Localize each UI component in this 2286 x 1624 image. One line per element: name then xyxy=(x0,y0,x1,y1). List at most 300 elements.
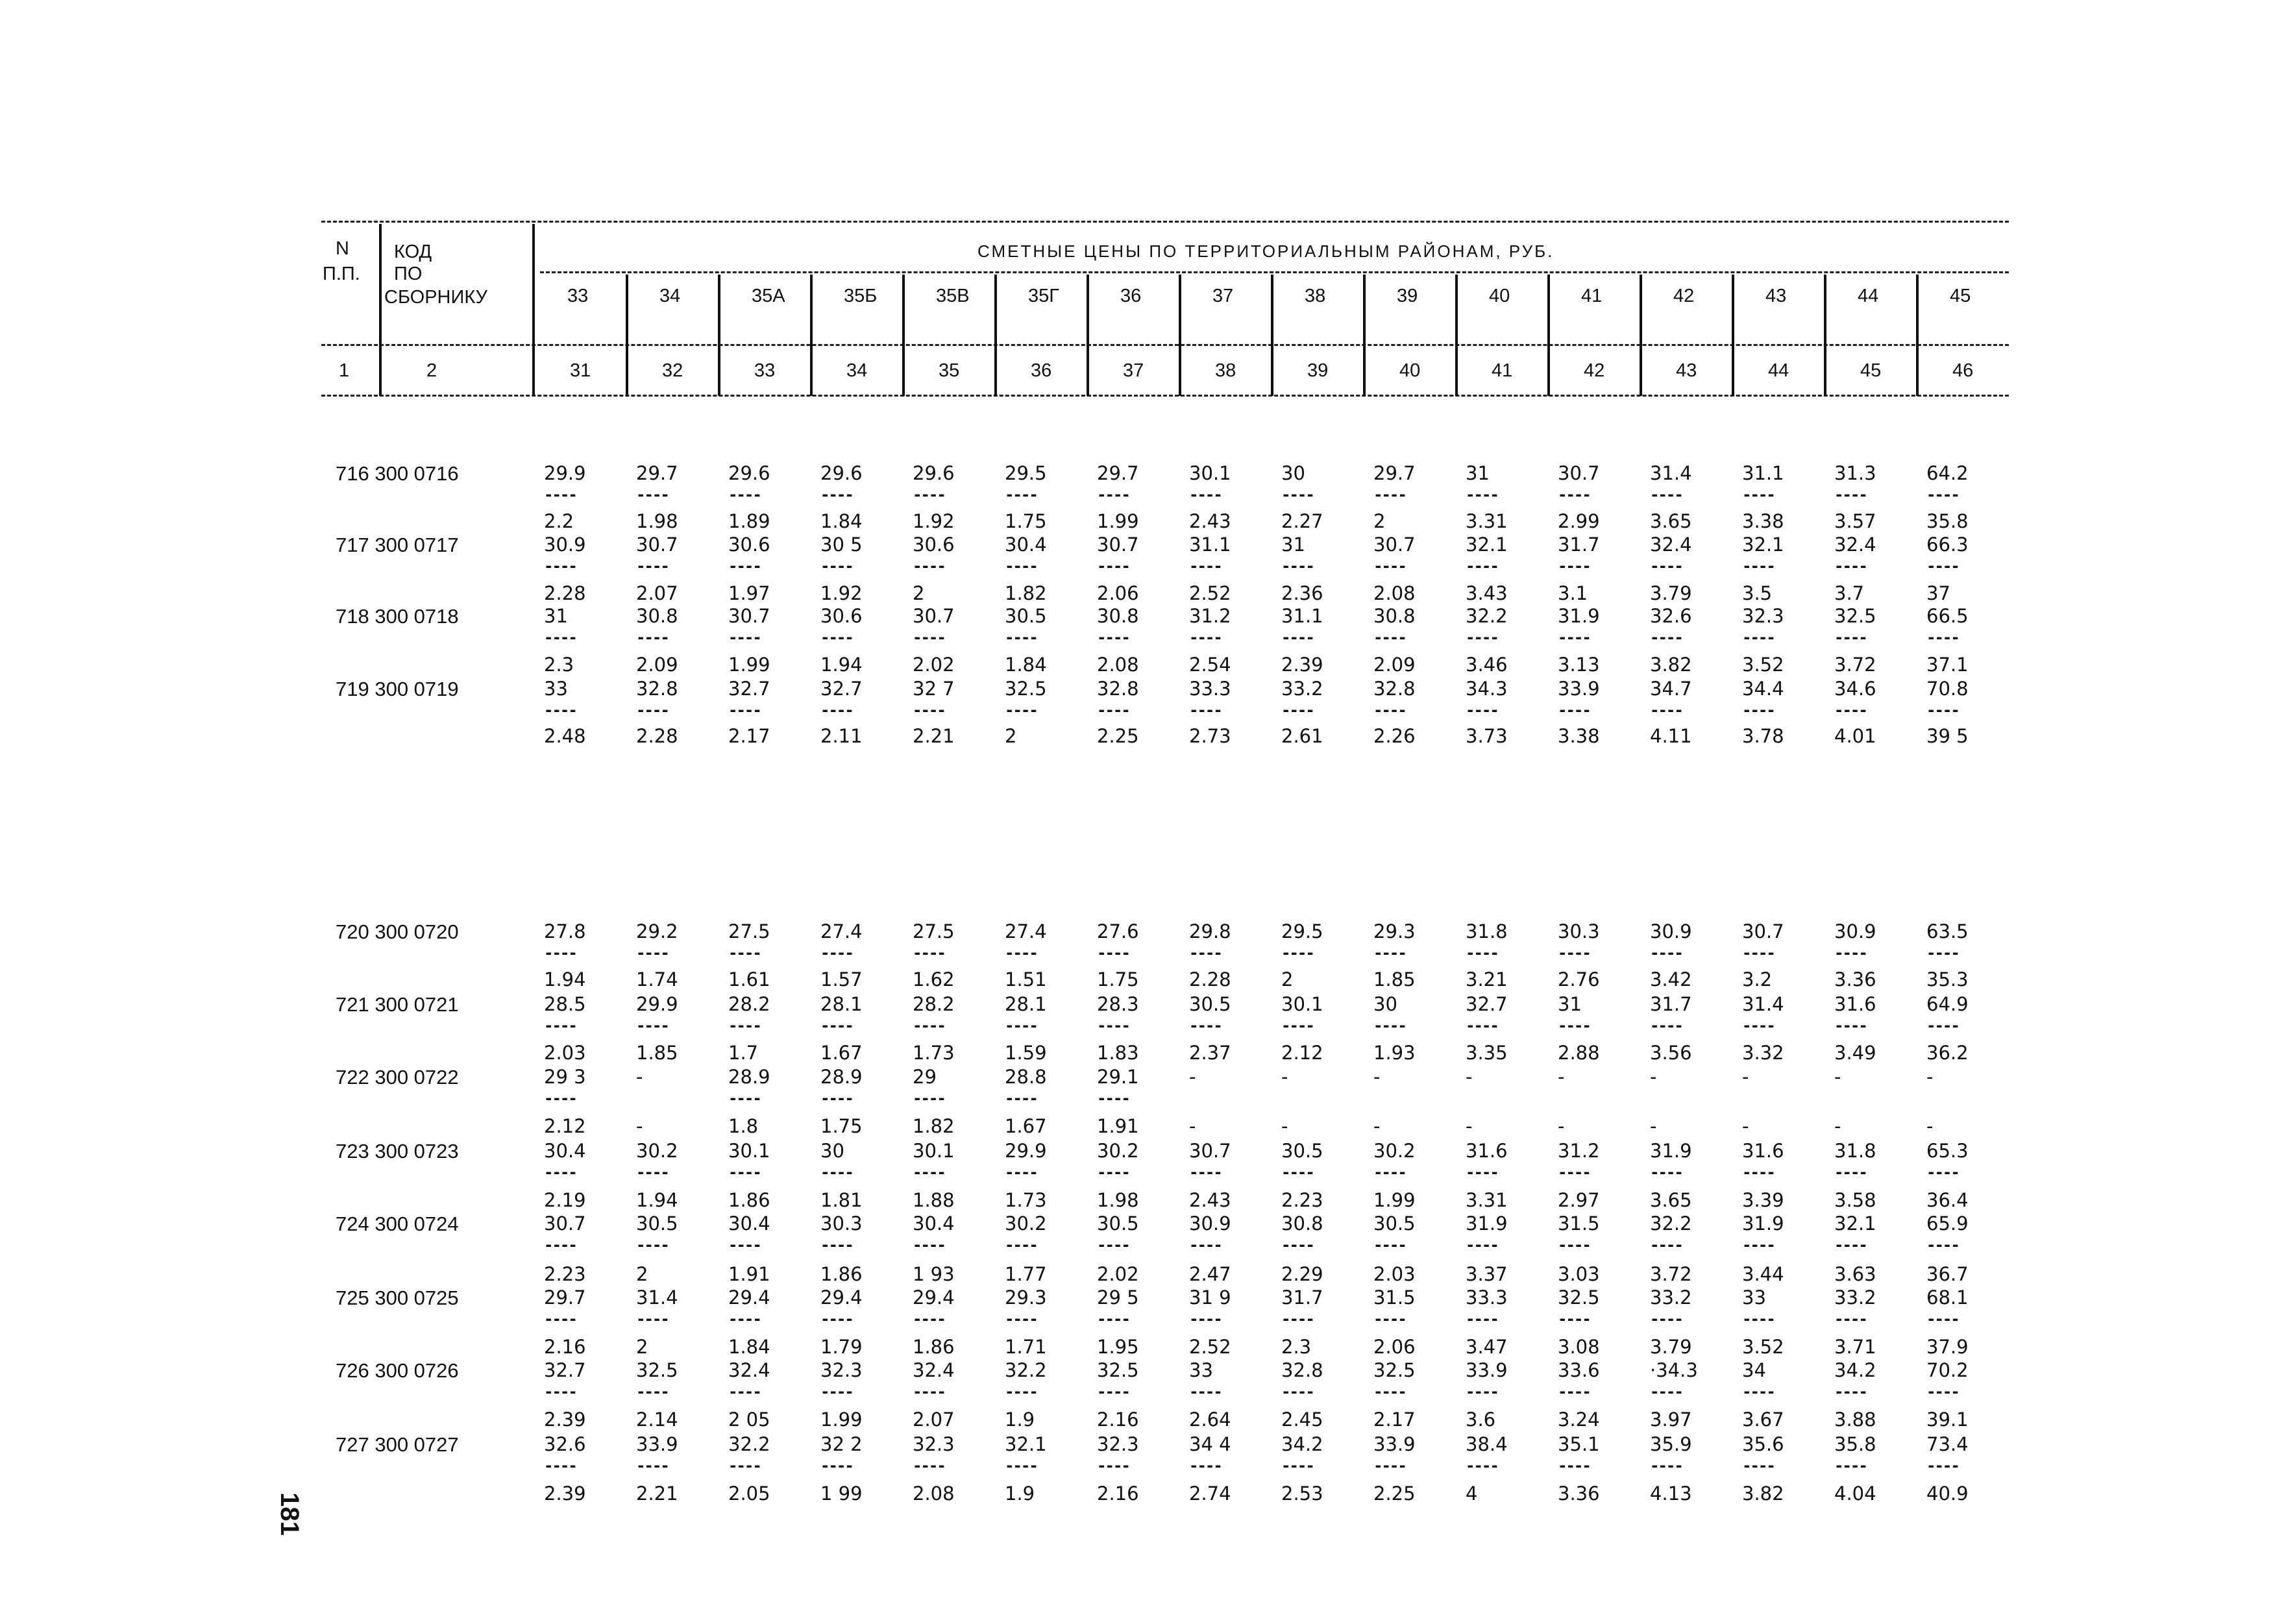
price-cell: 37.9 xyxy=(1926,1336,1969,1358)
fraction-line: ---- xyxy=(1742,1236,1775,1254)
price-cell: 2.2 xyxy=(544,510,574,532)
price-cell: ·34.3 xyxy=(1650,1359,1698,1381)
fraction-line: ---- xyxy=(544,1163,576,1181)
price-cell: 32.1 xyxy=(1742,534,1784,556)
fraction-line: ---- xyxy=(1373,1457,1406,1475)
price-cell: 30.8 xyxy=(636,605,678,627)
col-number: 2 xyxy=(426,360,437,381)
fraction-line: ---- xyxy=(544,1236,576,1254)
fraction-line: ---- xyxy=(1558,557,1590,575)
fraction-line: ---- xyxy=(1834,1383,1867,1401)
price-cell: 3.44 xyxy=(1742,1263,1784,1285)
price-cell: 33.6 xyxy=(1558,1359,1600,1381)
price-cell: - xyxy=(1281,1066,1288,1088)
price-cell: 3.56 xyxy=(1650,1042,1692,1064)
fraction-line: ---- xyxy=(1097,1310,1129,1328)
price-cell: 3.72 xyxy=(1834,654,1876,676)
price-cell: 2.28 xyxy=(1189,968,1231,990)
fraction-line: ---- xyxy=(1373,557,1406,575)
fraction-line: ---- xyxy=(1558,1310,1590,1328)
price-cell: 2.17 xyxy=(1373,1409,1416,1431)
price-cell: 28.2 xyxy=(913,993,955,1015)
price-cell: 3.82 xyxy=(1742,1483,1784,1505)
price-cell: 30.5 xyxy=(1189,993,1231,1015)
price-cell: 2.11 xyxy=(820,725,863,747)
fraction-line: ---- xyxy=(728,557,761,575)
price-cell: 31 xyxy=(1558,993,1582,1015)
price-cell: 30 xyxy=(1281,462,1305,484)
price-cell: 32.4 xyxy=(913,1359,955,1381)
price-cell: 1.89 xyxy=(728,510,770,532)
price-cell: 1 99 xyxy=(820,1483,863,1505)
price-cell: 63.5 xyxy=(1926,920,1969,942)
price-cell: 1.94 xyxy=(636,1189,678,1211)
fraction-line: ---- xyxy=(1373,944,1406,962)
price-cell: 32 7 xyxy=(913,678,955,700)
fraction-line: ---- xyxy=(1742,1163,1775,1181)
price-cell: 2.16 xyxy=(1097,1483,1139,1505)
price-cell: 3.57 xyxy=(1834,510,1876,532)
fraction-line: ---- xyxy=(544,1383,576,1401)
price-cell: 3.38 xyxy=(1558,725,1600,747)
fraction-line: ---- xyxy=(1834,1163,1867,1181)
price-cell: 1.92 xyxy=(820,582,863,604)
price-cell: 31.9 xyxy=(1558,605,1600,627)
fraction-line: ---- xyxy=(1650,486,1682,504)
price-cell: 30.5 xyxy=(1097,1212,1139,1235)
fraction-line: ---- xyxy=(1373,628,1406,646)
price-cell: 2.09 xyxy=(1373,654,1416,676)
price-cell: 3.88 xyxy=(1834,1409,1876,1431)
fraction-line: ---- xyxy=(1834,628,1867,646)
price-cell: 29.3 xyxy=(1373,920,1416,942)
price-cell: 32.6 xyxy=(1650,605,1692,627)
fraction-line: ---- xyxy=(1005,1310,1037,1328)
price-cell: 2.39 xyxy=(544,1409,586,1431)
fraction-line: ---- xyxy=(1926,486,1959,504)
fraction-line: ---- xyxy=(820,1163,853,1181)
price-cell: 2.25 xyxy=(1373,1483,1416,1505)
price-cell: 33.2 xyxy=(1281,678,1323,700)
price-cell: 31.7 xyxy=(1558,534,1600,556)
fraction-line: ---- xyxy=(820,1016,853,1035)
fraction-line: ---- xyxy=(1005,1383,1037,1401)
price-cell: 66.3 xyxy=(1926,534,1969,556)
fraction-line: ---- xyxy=(544,1016,576,1035)
fraction-line: ---- xyxy=(728,701,761,719)
price-cell: 32.5 xyxy=(1373,1359,1416,1381)
col-number: 42 xyxy=(1584,360,1605,381)
fraction-line: ---- xyxy=(1005,628,1037,646)
price-cell: - xyxy=(1373,1115,1381,1137)
price-cell: 3.13 xyxy=(1558,654,1600,676)
price-cell: 27.6 xyxy=(1097,920,1139,942)
price-cell: 29.4 xyxy=(820,1286,863,1309)
price-cell: 1.57 xyxy=(820,968,863,990)
price-cell: 39.1 xyxy=(1926,1409,1969,1431)
price-cell: 31.8 xyxy=(1466,920,1508,942)
price-cell: - xyxy=(1558,1115,1565,1137)
col-number: 41 xyxy=(1492,360,1513,381)
fraction-line: ---- xyxy=(913,1310,945,1328)
price-cell: - xyxy=(1742,1115,1749,1137)
fraction-line: ---- xyxy=(1097,486,1129,504)
district-label: 38 xyxy=(1305,286,1326,306)
price-cell: 32.5 xyxy=(1005,678,1047,700)
col-number: 46 xyxy=(1952,360,1974,381)
fraction-line: ---- xyxy=(1281,1383,1314,1401)
fraction-line: ---- xyxy=(913,628,945,646)
district-label: 42 xyxy=(1673,286,1695,306)
price-cell: 29 3 xyxy=(544,1066,586,1088)
price-cell: 1.51 xyxy=(1005,968,1047,990)
price-cell: 3.79 xyxy=(1650,1336,1692,1358)
price-cell: 29.7 xyxy=(1373,462,1416,484)
price-cell: 3.65 xyxy=(1650,510,1692,532)
price-cell: 3.1 xyxy=(1558,582,1588,604)
price-cell: 30.9 xyxy=(1650,920,1692,942)
fraction-line: ---- xyxy=(1281,1310,1314,1328)
fraction-line: ---- xyxy=(1189,1383,1222,1401)
fraction-line: ---- xyxy=(1097,1236,1129,1254)
price-cell: 1.77 xyxy=(1005,1263,1047,1285)
price-cell: 32.5 xyxy=(1558,1286,1600,1309)
fraction-line: ---- xyxy=(1558,1383,1590,1401)
price-cell: 30.1 xyxy=(728,1140,770,1162)
price-cell: 1.73 xyxy=(913,1042,955,1064)
price-cell: 31.5 xyxy=(1373,1286,1416,1309)
price-cell: 31.9 xyxy=(1742,1212,1784,1235)
price-cell: 3.72 xyxy=(1650,1263,1692,1285)
price-cell: 3.79 xyxy=(1650,582,1692,604)
header-divider xyxy=(1732,275,1734,396)
price-cell: 29.7 xyxy=(1097,462,1139,484)
header-divider xyxy=(1179,275,1181,396)
district-label: 40 xyxy=(1489,286,1510,306)
price-cell: 2.47 xyxy=(1189,1263,1231,1285)
col-number: 45 xyxy=(1860,360,1882,381)
district-label: 33 xyxy=(567,286,589,306)
fraction-line: ---- xyxy=(636,944,669,962)
price-cell: 2.19 xyxy=(544,1189,586,1211)
fraction-line: ---- xyxy=(1097,1457,1129,1475)
fraction-line: ---- xyxy=(728,944,761,962)
price-cell: 70.2 xyxy=(1926,1359,1969,1381)
price-cell: 33 xyxy=(1189,1359,1213,1381)
price-cell: 2.23 xyxy=(544,1263,586,1285)
price-cell: 31.9 xyxy=(1466,1212,1508,1235)
price-cell: 30.2 xyxy=(1097,1140,1139,1162)
price-cell: 2.07 xyxy=(913,1409,955,1431)
price-cell: 34.4 xyxy=(1742,678,1784,700)
price-cell: 30.6 xyxy=(913,534,955,556)
price-cell: 32.5 xyxy=(636,1359,678,1381)
price-cell: 28.1 xyxy=(1005,993,1047,1015)
price-cell: 32.4 xyxy=(728,1359,770,1381)
col-number: 34 xyxy=(846,360,868,381)
price-cell: 2.29 xyxy=(1281,1263,1323,1285)
fraction-line: ---- xyxy=(636,1016,669,1035)
price-cell: 2.52 xyxy=(1189,1336,1231,1358)
district-label: 35Б xyxy=(844,286,878,306)
fraction-line: ---- xyxy=(1005,1089,1037,1107)
price-cell: 1.83 xyxy=(1097,1042,1139,1064)
price-cell: 2.97 xyxy=(1558,1189,1600,1211)
fraction-line: ---- xyxy=(728,1089,761,1107)
price-cell: 36.4 xyxy=(1926,1189,1969,1211)
price-cell: 2.03 xyxy=(544,1042,586,1064)
price-cell: 30 xyxy=(1373,993,1397,1015)
price-cell: 3.78 xyxy=(1742,725,1784,747)
fraction-line: ---- xyxy=(1742,486,1775,504)
fraction-line: ---- xyxy=(636,1310,669,1328)
price-cell: 31.3 xyxy=(1834,462,1876,484)
fraction-line: ---- xyxy=(1558,944,1590,962)
district-label: 45 xyxy=(1950,286,1971,306)
col-number: 36 xyxy=(1031,360,1052,381)
price-cell: 3.46 xyxy=(1466,654,1508,676)
fraction-line: ---- xyxy=(1189,1310,1222,1328)
district-label: 35В xyxy=(936,286,970,306)
col-n-label: N xyxy=(336,238,349,259)
price-cell: 31.5 xyxy=(1558,1212,1600,1235)
price-cell: 30.4 xyxy=(544,1140,586,1162)
price-cell: 30.5 xyxy=(1373,1212,1416,1235)
price-cell: 2.28 xyxy=(636,725,678,747)
fraction-line: ---- xyxy=(820,701,853,719)
price-cell: 27.5 xyxy=(913,920,955,942)
price-cell: 1.74 xyxy=(636,968,678,990)
price-cell: 2.54 xyxy=(1189,654,1231,676)
price-cell: 2.21 xyxy=(913,725,955,747)
price-cell: 2.21 xyxy=(636,1483,678,1505)
district-label: 41 xyxy=(1581,286,1603,306)
fraction-line: ---- xyxy=(1834,1236,1867,1254)
fraction-line: ---- xyxy=(913,557,945,575)
price-cell: 64.2 xyxy=(1926,462,1969,484)
price-cell: 30.8 xyxy=(1281,1212,1323,1235)
fraction-line: ---- xyxy=(1097,1016,1129,1035)
price-cell: 2.06 xyxy=(1097,582,1139,604)
price-cell: 1.84 xyxy=(1005,654,1047,676)
price-cell: 2.17 xyxy=(728,725,770,747)
price-cell: 1.94 xyxy=(820,654,863,676)
price-cell: 64.9 xyxy=(1926,993,1969,1015)
row-code: 720 300 0720 xyxy=(336,920,459,943)
fraction-line: ---- xyxy=(1466,1163,1498,1181)
price-cell: 27.8 xyxy=(544,920,586,942)
price-cell: 32.8 xyxy=(636,678,678,700)
fraction-line: ---- xyxy=(1373,1310,1406,1328)
price-cell: 1.8 xyxy=(728,1115,759,1137)
header-divider xyxy=(532,224,535,396)
price-cell: 29 5 xyxy=(1097,1286,1139,1309)
price-cell: 1.62 xyxy=(913,968,955,990)
price-cell: 29 xyxy=(913,1066,937,1088)
fraction-line: ---- xyxy=(1834,1016,1867,1035)
price-cell: 30.7 xyxy=(1097,534,1139,556)
fraction-line: ---- xyxy=(1650,557,1682,575)
district-label: 35Г xyxy=(1028,286,1059,306)
price-cell: 1.86 xyxy=(820,1263,863,1285)
price-cell: 2.06 xyxy=(1373,1336,1416,1358)
price-cell: 34 4 xyxy=(1189,1433,1231,1455)
price-cell: 2.03 xyxy=(1373,1263,1416,1285)
price-cell: 1.79 xyxy=(820,1336,863,1358)
fraction-line: ---- xyxy=(1650,1457,1682,1475)
fraction-line: ---- xyxy=(1189,557,1222,575)
price-cell: 73.4 xyxy=(1926,1433,1969,1455)
price-cell: 29.4 xyxy=(728,1286,770,1309)
price-cell: - xyxy=(1834,1066,1841,1088)
price-cell: 1.98 xyxy=(636,510,678,532)
price-cell: 29.7 xyxy=(544,1286,586,1309)
price-cell: 1.86 xyxy=(728,1189,770,1211)
price-cell: 33.9 xyxy=(1373,1433,1416,1455)
price-cell: 29.9 xyxy=(636,993,678,1015)
fraction-line: ---- xyxy=(1373,1016,1406,1035)
price-cell: 32.8 xyxy=(1097,678,1139,700)
fraction-line: ---- xyxy=(820,1383,853,1401)
row-code: 722 300 0722 xyxy=(336,1066,459,1089)
price-cell: 65.9 xyxy=(1926,1212,1969,1235)
row-code: 717 300 0717 xyxy=(336,534,459,556)
price-cell: 30.7 xyxy=(728,605,770,627)
fraction-line: ---- xyxy=(1281,1457,1314,1475)
price-cell: - xyxy=(1189,1115,1196,1137)
fraction-line: ---- xyxy=(1834,1310,1867,1328)
price-cell: 30.7 xyxy=(1373,534,1416,556)
fraction-line: ---- xyxy=(1558,486,1590,504)
price-cell: 3.03 xyxy=(1558,1263,1600,1285)
price-cell: 30.1 xyxy=(1189,462,1231,484)
price-cell: 2.3 xyxy=(544,654,574,676)
col-number: 38 xyxy=(1215,360,1236,381)
price-cell: 30.6 xyxy=(820,605,863,627)
price-cell: 1.67 xyxy=(1005,1115,1047,1137)
price-cell: 31.1 xyxy=(1189,534,1231,556)
price-cell: 3.36 xyxy=(1558,1483,1600,1505)
header-bottom-rule xyxy=(321,395,2009,397)
fraction-line: ---- xyxy=(1373,1383,1406,1401)
price-cell: 1.71 xyxy=(1005,1336,1047,1358)
price-cell: 31.7 xyxy=(1650,993,1692,1015)
price-cell: 30.2 xyxy=(1373,1140,1416,1162)
fraction-line: ---- xyxy=(544,1310,576,1328)
fraction-line: ---- xyxy=(544,1457,576,1475)
price-cell: 35.3 xyxy=(1926,968,1969,990)
price-cell: 65.3 xyxy=(1926,1140,1969,1162)
price-cell: - xyxy=(1281,1115,1288,1137)
price-cell: 1.61 xyxy=(728,968,770,990)
price-cell: 1.7 xyxy=(728,1042,759,1064)
price-cell: 31.6 xyxy=(1834,993,1876,1015)
price-cell: 37.1 xyxy=(1926,654,1969,676)
col-number: 43 xyxy=(1676,360,1697,381)
header-top-rule xyxy=(321,221,2009,223)
fraction-line: ---- xyxy=(1558,1236,1590,1254)
fraction-line: ---- xyxy=(1926,701,1959,719)
fraction-line: ---- xyxy=(820,1089,853,1107)
price-cell: 28.9 xyxy=(728,1066,770,1088)
district-label: 37 xyxy=(1212,286,1234,306)
price-cell: 66.5 xyxy=(1926,605,1969,627)
fraction-line: ---- xyxy=(820,944,853,962)
row-code: 727 300 0727 xyxy=(336,1433,459,1456)
fraction-line: ---- xyxy=(1926,1236,1959,1254)
fraction-line: ---- xyxy=(1466,628,1498,646)
fraction-line: ---- xyxy=(913,1457,945,1475)
fraction-line: ---- xyxy=(544,701,576,719)
price-cell: 3.37 xyxy=(1466,1263,1508,1285)
price-cell: 28.2 xyxy=(728,993,770,1015)
price-cell: 34.6 xyxy=(1834,678,1876,700)
price-cell: 1.81 xyxy=(820,1189,863,1211)
fraction-line: ---- xyxy=(1926,1016,1959,1035)
header-divider xyxy=(1087,275,1089,396)
fraction-line: ---- xyxy=(1926,557,1959,575)
header-divider xyxy=(626,275,628,396)
price-cell: 30.7 xyxy=(1189,1140,1231,1162)
price-cell: 31 xyxy=(544,605,568,627)
fraction-line: ---- xyxy=(728,1016,761,1035)
price-cell: 2.08 xyxy=(1373,582,1416,604)
price-cell: 4 xyxy=(1466,1483,1478,1505)
price-cell: 31 xyxy=(1466,462,1490,484)
price-cell: 2.26 xyxy=(1373,725,1416,747)
price-cell: 1.82 xyxy=(913,1115,955,1137)
fraction-line: ---- xyxy=(1650,1016,1682,1035)
price-cell: 29.6 xyxy=(913,462,955,484)
price-cell: 28.3 xyxy=(1097,993,1139,1015)
price-cell: 31.9 xyxy=(1650,1140,1692,1162)
price-cell: 29.9 xyxy=(1005,1140,1047,1162)
fraction-line: ---- xyxy=(820,1457,853,1475)
price-cell: 30.9 xyxy=(1189,1212,1231,1235)
fraction-line: ---- xyxy=(636,1383,669,1401)
price-cell: 2 xyxy=(636,1263,648,1285)
fraction-line: ---- xyxy=(728,1163,761,1181)
row-code: 726 300 0726 xyxy=(336,1359,459,1382)
price-cell: 1.84 xyxy=(728,1336,770,1358)
col-code-label: КОД xyxy=(394,241,432,262)
fraction-line: ---- xyxy=(636,1163,669,1181)
price-cell: 1.59 xyxy=(1005,1042,1047,1064)
price-cell: - xyxy=(1650,1066,1657,1088)
page-number: 181 xyxy=(275,1492,304,1536)
price-cell: 1.99 xyxy=(820,1409,863,1431)
fraction-line: ---- xyxy=(1281,1163,1314,1181)
price-cell: 32.2 xyxy=(1650,1212,1692,1235)
price-cell: 2.16 xyxy=(1097,1409,1139,1431)
col-number: 39 xyxy=(1307,360,1329,381)
price-cell: 27.4 xyxy=(1005,920,1047,942)
price-cell: 33 xyxy=(1742,1286,1766,1309)
price-cell: 2.39 xyxy=(1281,654,1323,676)
price-cell: 2.43 xyxy=(1189,1189,1231,1211)
price-cell: 32.2 xyxy=(728,1433,770,1455)
fraction-line: ---- xyxy=(1926,628,1959,646)
row-code: 721 300 0721 xyxy=(336,993,459,1016)
price-cell: 4.01 xyxy=(1834,725,1876,747)
price-cell: 2.61 xyxy=(1281,725,1323,747)
price-cell: 31.8 xyxy=(1834,1140,1876,1162)
col-number: 44 xyxy=(1768,360,1789,381)
fraction-line: ---- xyxy=(1005,1236,1037,1254)
price-cell: 34 xyxy=(1742,1359,1766,1381)
price-cell: 32.5 xyxy=(1834,605,1876,627)
price-cell: 1.86 xyxy=(913,1336,955,1358)
